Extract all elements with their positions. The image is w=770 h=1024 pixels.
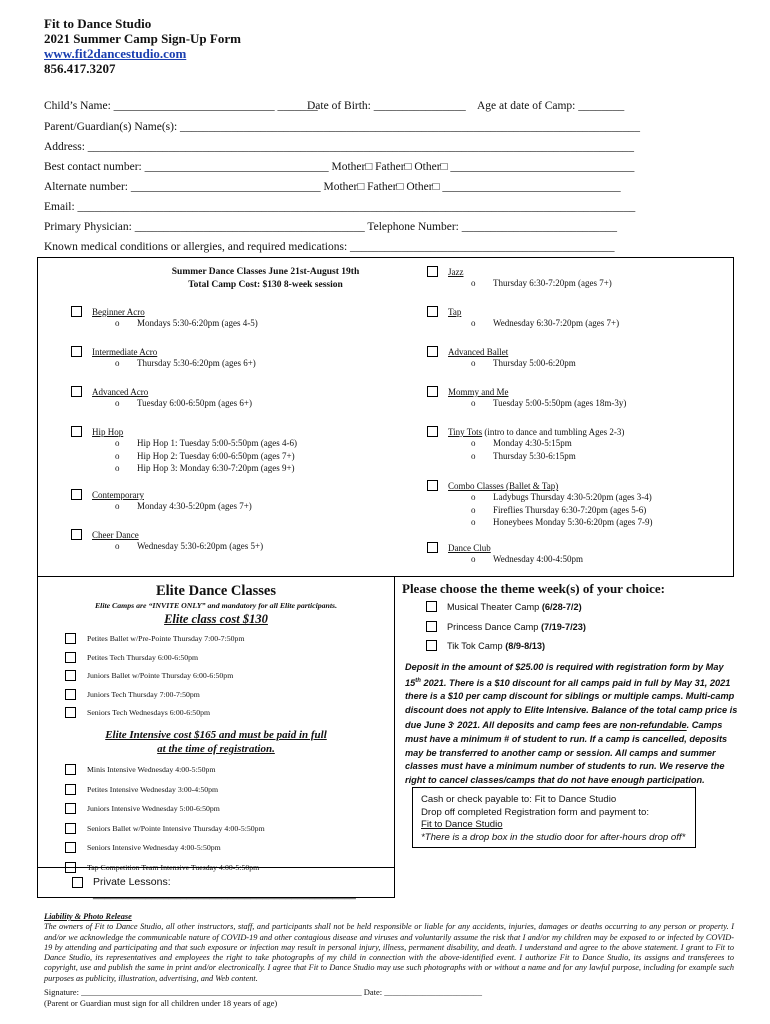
non-refundable-text: non-refundable [619, 720, 687, 731]
bullet-icon: o [115, 463, 120, 473]
elite-class-checkbox[interactable] [65, 689, 76, 700]
elite-class-label: Petites Ballet w/Pre-Pointe Thursday 7:00-7:50pm [87, 634, 245, 643]
theme-week-name: Musical Theater Camp [447, 602, 542, 612]
child-name-field[interactable]: Child’s Name: ____________________________ _______ [44, 100, 318, 112]
deposit-text-2: 2021. There is a $10 discount for all camps paid in full by May 31, 2021 there is a $10 per camp discount for siblings or multiple camps. Multi-camp discount does not apply to Elite Intensive. Balance of the total camp price is due June 3 [405, 677, 738, 731]
class-label [448, 427, 624, 437]
class-name: Hip Hop [92, 427, 124, 437]
elite-class-checkbox[interactable] [65, 633, 76, 644]
payment-line-3: Fit to Dance Studio [421, 819, 503, 830]
bullet-icon: o [115, 501, 120, 511]
medical-conditions-field[interactable]: Known medical conditions or allergies, and required medications: ______________________________________________ [44, 241, 615, 253]
elite-cost: Elite class cost $130 [164, 612, 268, 626]
signature-note: (Parent or Guardian must sign for all children under 18 years of age) [44, 998, 278, 1008]
theme-week-name: Princess Dance Camp [447, 621, 541, 632]
form-header [44, 16, 241, 76]
intensive-label: Petites Intensive Wednesday 3:00-4:50pm [87, 784, 219, 794]
private-divider [38, 867, 394, 868]
class-session: Monday 4:30-5:20pm (ages 7+) [137, 501, 252, 511]
payment-info-box [412, 787, 696, 848]
website-link[interactable]: www.fit2dancestudio.com [44, 46, 187, 61]
class-name: Dance Club [448, 543, 491, 553]
class-session: Wednesday 4:00-4:50pm [493, 554, 584, 564]
class-session: Tuesday 5:00-5:50pm (ages 18m-3y) [493, 398, 627, 408]
deposit-sup-2: , [453, 720, 455, 727]
class-label [448, 481, 558, 491]
class-session: Thursday 5:00-6:20pm [493, 358, 576, 368]
signature-field[interactable]: Signature: __________________________________________________________________ Date: _______________________ [44, 987, 482, 997]
bullet-icon: o [471, 554, 476, 564]
intensive-checkbox[interactable] [65, 842, 76, 853]
class-name: Cheer Dance [92, 530, 139, 540]
alternate-number-field[interactable]: Alternate number: _________________________________ Mother□ Father□ Other□ _______________________________ [44, 181, 621, 193]
class-name: Tap [448, 307, 462, 317]
intensive-checkbox[interactable] [65, 784, 76, 795]
bullet-icon: o [115, 541, 120, 551]
class-checkbox[interactable] [427, 346, 438, 357]
class-name: Beginner Acro [92, 307, 145, 317]
dob-field[interactable]: Date of Birth: ________________ [307, 100, 466, 112]
class-name: Mommy and Me [448, 387, 509, 397]
intensive-cost-line1: Elite Intensive cost $165 and must be paid in full [105, 729, 327, 741]
class-label [92, 530, 139, 540]
class-label [92, 387, 148, 397]
bullet-icon: o [115, 318, 120, 328]
elite-note: Elite Camps are “INVITE ONLY” and mandatory for all Elite participants. [94, 601, 338, 610]
class-label [448, 267, 464, 277]
elite-class-label: Juniors Ballet w/Pointe Thursday 6:00-6:50pm [87, 671, 234, 680]
theme-week-label [447, 602, 582, 612]
class-session: Hip Hop 3: Monday 6:30-7:20pm (ages 9+) [137, 463, 295, 473]
physician-field[interactable]: Primary Physician: ________________________________________ Telephone Number: ___________________________ [44, 221, 617, 233]
best-contact-field[interactable]: Best contact number: ________________________________ Mother□ Father□ Other□ ________________________________ [44, 161, 635, 173]
bullet-icon: o [471, 504, 476, 515]
themes-title: Please choose the theme week(s) of your choice: [402, 581, 665, 596]
class-session: Thursday 5:30-6:20pm (ages 6+) [137, 358, 256, 368]
bullet-icon: o [471, 278, 476, 288]
class-label [448, 347, 508, 357]
payment-line-4: *There is a drop box in the studio door for after-hours drop off* [421, 831, 686, 843]
class-name-suffix: (intro to dance and tumbling Ages 2-3) [482, 427, 625, 437]
class-checkbox[interactable] [71, 426, 82, 437]
elite-class-label: Juniors Tech Thursday 7:00-7:50pm [87, 689, 200, 699]
elite-class-checkbox[interactable] [65, 707, 76, 718]
class-session: Wednesday 5:30-6:20pm (ages 5+) [137, 541, 264, 551]
class-session: Ladybugs Thursday 4:30-5:20pm (ages 3-4) [493, 492, 652, 502]
bullet-icon: o [471, 450, 476, 461]
class-checkbox[interactable] [427, 542, 438, 553]
elite-title: Elite Dance Classes [155, 583, 276, 599]
class-session: Fireflies Thursday 6:30-7:20pm (ages 5-6) [493, 504, 647, 515]
private-lessons-checkbox[interactable] [72, 877, 83, 888]
theme-week-checkbox[interactable] [426, 621, 437, 632]
summer-cost: Total Camp Cost: $130 8-week session [188, 280, 343, 290]
class-checkbox[interactable] [427, 386, 438, 397]
summer-classes-box [37, 257, 734, 577]
elite-class-checkbox[interactable] [65, 670, 76, 681]
intensive-label: Seniors Intensive Wednesday 4:00-5:50pm [87, 843, 221, 853]
email-field[interactable]: Email: _________________________________________________________________________________________________ [44, 201, 636, 213]
intensive-cost [38, 728, 394, 756]
class-session: Mondays 5:30-6:20pm (ages 4-5) [137, 318, 258, 328]
class-name: Tiny Tots [448, 427, 483, 437]
bullet-icon: o [115, 438, 120, 448]
liability-text: The owners of Fit to Dance Studio, all other instructors, staff, and participants shall not be held responsible or liable for any accidents, injuries, damages or deaths occurring to any person or property. I and/or we acknowledge the communicable nature of COVID-19 and other contagious disease and viruses and voluntarily assume the risk that I and/or my children may be exposed to or infected by COVID-19 by attending and participating and that such exposure or infection may result in personal injury, illness, permanent disability, and death. I understand and agree to the above statement. I grant to Fit to Dance Studio, its representatives and employees the right to take photographs of my child in connection with the above-identified event. I authorize Fit to Dance Studio, its assigns and transferees to copyright, use and publish the same in print and/or electronically. I agree that Fit to Dance Studio may use such photographs with or without a name and for any lawful purpose, including for example such purposes as publicity, illustration, advertising, and Web content. [44, 922, 734, 983]
class-name: Intermediate Acro [92, 347, 158, 357]
class-checkbox[interactable] [427, 480, 438, 491]
private-lessons-field[interactable]: Private Lessons: _____________________________________________ [93, 876, 356, 900]
summer-title: Summer Dance Classes June 21st-August 19th [171, 267, 360, 277]
class-name: Jazz [448, 267, 464, 277]
intensive-label: Tap Competition Team Intensive Tuesday 4:00-5:50pm [87, 863, 260, 872]
liability-section [44, 912, 734, 984]
theme-week-checkbox[interactable] [426, 640, 437, 651]
theme-week-dates: (6/28-7/2) [541, 602, 582, 612]
class-session: Hip Hop 1: Tuesday 5:00-5:50pm (ages 4-6) [137, 438, 297, 448]
studio-phone: 856.417.3207 [44, 61, 116, 76]
class-checkbox[interactable] [71, 346, 82, 357]
payment-line-2: Drop off completed Registration form and payment to: [421, 806, 650, 818]
class-checkbox[interactable] [427, 426, 438, 437]
theme-week-dates: (8/9-8/13) [505, 641, 546, 651]
deposit-sup-1: th [415, 677, 421, 684]
intensive-checkbox[interactable] [65, 803, 76, 814]
class-session: Tuesday 6:00-6:50pm (ages 6+) [137, 398, 252, 408]
parent-name-field[interactable]: Parent/Guardian(s) Name(s): ________________________________________________________________________________ [44, 121, 641, 133]
bullet-icon: o [471, 358, 476, 368]
payment-line-1: Cash or check payable to: Fit to Dance Studio [421, 794, 617, 805]
class-session: Thursday 5:30-6:15pm [493, 450, 576, 461]
class-name: Combo Classes (Ballet & Tap) [448, 481, 559, 491]
theme-week-label [447, 622, 586, 632]
bullet-icon: o [471, 517, 476, 527]
liability-title: Liability & Photo Release [44, 912, 132, 921]
deposit-terms [405, 661, 740, 787]
class-label [448, 307, 461, 317]
class-session: Honeybees Monday 5:30-6:20pm (ages 7-9) [493, 517, 653, 527]
class-session: Thursday 6:30-7:20pm (ages 7+) [493, 278, 612, 288]
class-checkbox[interactable] [71, 489, 82, 500]
theme-week-checkbox[interactable] [426, 601, 437, 612]
intensive-checkbox[interactable] [65, 823, 76, 834]
bullet-icon: o [115, 398, 120, 408]
intensive-cost-line2: at the time of registration. [157, 743, 275, 755]
class-label [92, 307, 145, 317]
class-session: Hip Hop 2: Tuesday 6:00-6:50pm (ages 7+) [137, 450, 295, 461]
class-checkbox[interactable] [427, 306, 438, 317]
deposit-text-1: Deposit in the amount of $25.00 is required with registration form by May 15 [405, 662, 724, 688]
class-label [448, 387, 509, 397]
class-name: Contemporary [92, 490, 144, 500]
class-name: Advanced Acro [92, 387, 149, 397]
form-title: 2021 Summer Camp Sign-Up Form [44, 31, 241, 46]
class-label [448, 543, 491, 553]
theme-week-label [447, 641, 545, 651]
elite-class-label: Petites Tech Thursday 6:00-6:50pm [87, 652, 199, 662]
class-label [92, 347, 157, 357]
elite-class-label: Seniors Tech Wednesdays 6:00-6:50pm [87, 708, 211, 717]
age-field[interactable]: Age at date of Camp: ________ [477, 100, 625, 112]
bullet-icon: o [471, 318, 476, 328]
theme-week-name: Tik Tok Camp [447, 641, 506, 651]
elite-class-checkbox[interactable] [65, 652, 76, 663]
summer-heading [38, 266, 493, 292]
class-label [92, 427, 123, 437]
deposit-text-4: . Camps must have a minimum # of student to run. If a camp is cancelled, deposits may be transferred to another camp or session. All camps and summer classes must have a minimum number of students to run. We reserve the right to cancel classes/camps that do not have enough participation. [405, 720, 728, 785]
class-checkbox[interactable] [71, 306, 82, 317]
elite-classes-box [37, 576, 395, 898]
studio-name: Fit to Dance Studio [44, 16, 152, 31]
class-label [92, 490, 144, 500]
bullet-icon: o [471, 398, 476, 408]
bullet-icon: o [115, 358, 120, 368]
address-field[interactable]: Address: _______________________________________________________________________________________________ [44, 141, 635, 153]
class-checkbox[interactable] [71, 529, 82, 540]
bullet-icon: o [115, 450, 120, 461]
class-session: Wednesday 6:30-7:20pm (ages 7+) [493, 318, 620, 328]
bullet-icon: o [471, 492, 476, 502]
bullet-icon: o [471, 438, 476, 448]
intensive-label: Juniors Intensive Wednesday 5:00-6:50pm [87, 804, 220, 814]
class-checkbox[interactable] [71, 386, 82, 397]
class-checkbox[interactable] [427, 266, 438, 277]
class-session: Monday 4:30-5:15pm [493, 438, 572, 448]
theme-week-dates: (7/19-7/23) [540, 621, 586, 632]
class-name: Advanced Ballet [448, 347, 509, 357]
intensive-checkbox[interactable] [65, 764, 76, 775]
deposit-text-3: 2021. All deposits and camp fees are [454, 720, 620, 731]
intensive-label: Seniors Ballet w/Pointe Intensive Thursday 4:00-5:50pm [87, 823, 265, 833]
intensive-label: Minis Intensive Wednesday 4:00-5:50pm [87, 765, 216, 774]
